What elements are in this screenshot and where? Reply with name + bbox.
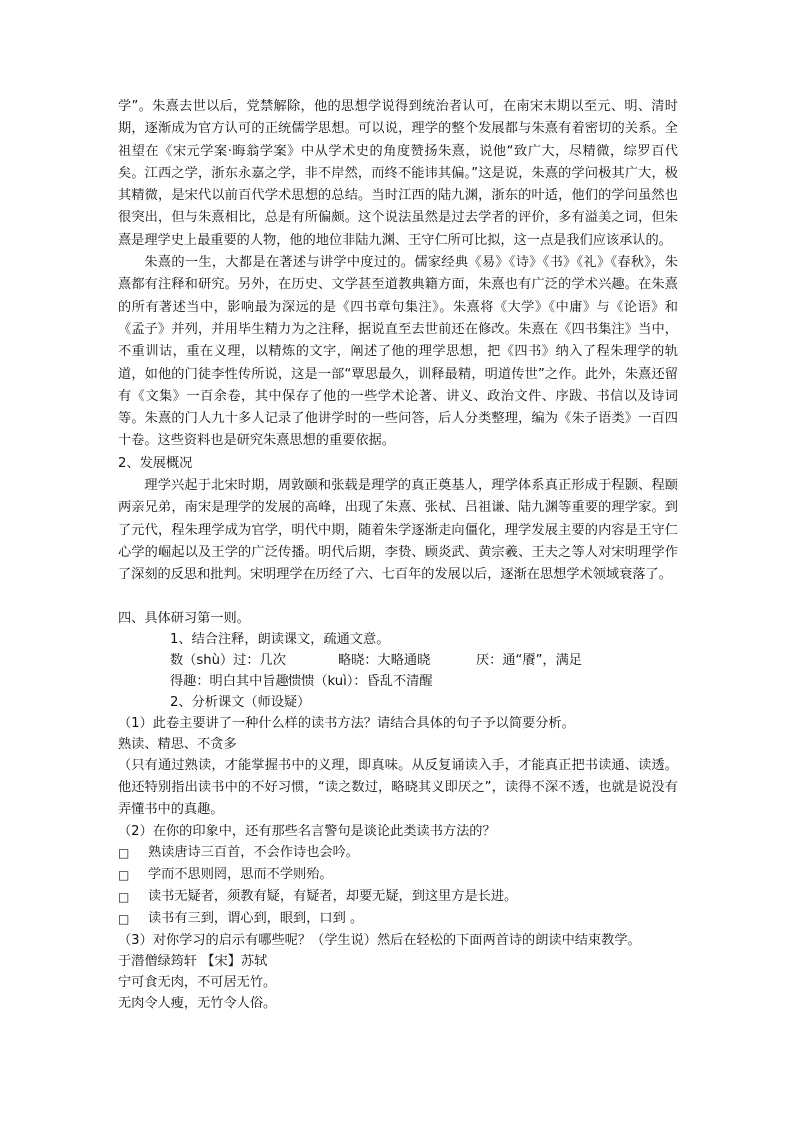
list-item bbox=[118, 842, 678, 864]
list-item-text: 学而不思则罔，思而不学则殆。 bbox=[148, 867, 333, 883]
list-item-text: 熟读唐诗三百首，不会作诗也会吟。 bbox=[148, 845, 359, 861]
question-1: （1）此卷主要讲了一种什么样的读书方法？请结合具体的句子予以简要分析。 bbox=[118, 715, 575, 731]
document-page bbox=[118, 96, 678, 1014]
question-2: （2）在你的印象中，还有那些名言警句是谈论此类读书方法的？ bbox=[118, 824, 496, 840]
list-item bbox=[118, 886, 678, 908]
list-item-text: 读书有三到，谓心到，眼到，口到 。 bbox=[148, 911, 364, 927]
bullet-icon: □ bbox=[118, 912, 130, 927]
vocab-item: 得趣：明白其中旨趣 bbox=[170, 673, 289, 689]
bullet-icon: □ bbox=[118, 868, 130, 883]
heading-development: 2、发展概况 bbox=[118, 455, 193, 471]
question-3: （3）对你学习的启示有哪些呢？（学生说）然后在轻松的下面两首诗的朗读中结束教学。 bbox=[118, 933, 641, 949]
step-1: 1、结合注释，朗读课文，疏通文意。 bbox=[170, 631, 390, 647]
spacer bbox=[118, 587, 678, 608]
section-title: 四、具体研习第一则。 bbox=[118, 610, 250, 626]
bullet-icon: □ bbox=[118, 890, 130, 905]
list-item bbox=[118, 908, 678, 930]
vocab-item: 厌：通“餍”，满足 bbox=[476, 652, 582, 668]
list-item bbox=[118, 864, 678, 886]
poem-title: 于潜僧绿筠轩 【宋】苏轼 bbox=[118, 954, 268, 970]
vocab-row-2 bbox=[118, 671, 678, 692]
vocab-row-1 bbox=[118, 650, 678, 671]
vocab-item: 数（shù）过：几次 bbox=[170, 652, 286, 668]
bullet-icon: □ bbox=[118, 846, 130, 861]
vocab-item: 愦愦（kuì）：昏乱不清醒 bbox=[288, 673, 433, 689]
answer-1: 熟读、精思、不贪多 bbox=[118, 736, 237, 752]
poem-line: 无肉令人瘦，无竹令人俗。 bbox=[118, 996, 277, 1012]
poem-line: 宁可食无肉，不可居无竹。 bbox=[118, 975, 277, 991]
vocab-item: 略晓：大略通晓 bbox=[338, 652, 431, 668]
list-item-text: 读书无疑者，须教有疑，有疑者，却要无疑，到这里方是长进。 bbox=[148, 889, 518, 905]
paragraph-zhuxi-influence: 学”。朱熹去世以后，党禁解除，他的思想学说得到统治者认可，在南宋末期以至元、明、清时期，逐渐成为官方认可的正统儒学思想。可以说，理学的整个发展都与朱熹有着密切的关系。全祖望在《宋元学案·晦翁学案》中从学术史的角度赞扬朱熹，说他“致广大，尽精微，综罗百代矣。江西之学，浙东永嘉之学，非不岸然，而终不能讳其偏。”这是说，朱熹的学问极其广大，极其精微，是宋代以前百代学术思想的总结。当时江西的陆九渊，浙东的叶适，他们的学问虽然也很突出，但与朱熹相比，总是有所偏颇。这个说法虽然是过去学者的评价，多有溢美之词，但朱熹是理学史上最重要的人物，他的地位非陆九渊、王守仁所可比拟，这一点是我们应该承认的。 bbox=[118, 99, 678, 248]
paragraph-development: 理学兴起于北宋时期，周敦颐和张载是理学的真正奠基人，理学体系真正形成于程颢、程颐两亲兄弟，南宋是理学的发展的高峰，出现了朱熹、张栻、吕祖谦、陆九渊等重要的理学家。到了元代，程朱理学成为官学，明代中期，随着朱学逐渐走向僵化，理学发展主要的内容是王守仁心学的崛起以及王学的广泛传播。明代后期，李贽、顾炎武、黄宗羲、王夫之等人对宋明理学作了深刻的反思和批判。宋明理学在历经了六、七百年的发展以后，逐渐在思想学术领域衰落了。 bbox=[118, 478, 678, 583]
step-2: 2、分析课文（师设疑） bbox=[170, 694, 311, 710]
answer-1-detail: （只有通过熟读，才能掌握书中的义理，即真味。从反复诵读入手，才能真正把书读通、读透。他还特别指出读书中的不好习惯，“读之数过，略晓其义即厌之”，读得不深不透，也就是说没有弄懂书中的真趣。 bbox=[118, 757, 678, 818]
paragraph-zhuxi-works: 朱熹的一生，大都是在著述与讲学中度过的。儒家经典《易》《诗》《书》《礼》《春秋》，朱熹都有注释和研究。另外，在历史、文学甚至道教典籍方面，朱熹也有广泛的学术兴趣。在朱熹的所有著述当中，影响最为深远的是《四书章句集注》。朱熹将《大学》《中庸》与《论语》和《孟子》并列，并用毕生精力为之注释，据说直至去世前还在修改。朱熹在《四书集注》当中，不重训诂，重在义理，以精炼的文字，阐述了他的理学思想，把《四书》纳入了程朱理学的轨道，如他的门徒李性传所说，这是一部“覃思最久，训释最精，明道传世”之作。此外，朱熹还留有《文集》一百余卷，其中保存了他的一些学术论著、讲义、政治文件、序跋、书信以及诗词等。朱熹的门人九十多人记录了他讲学时的一些问答，后人分类整理，编为《朱子语类》一百四十卷。这些资料也是研究朱熹思想的重要依据。 bbox=[118, 255, 678, 449]
